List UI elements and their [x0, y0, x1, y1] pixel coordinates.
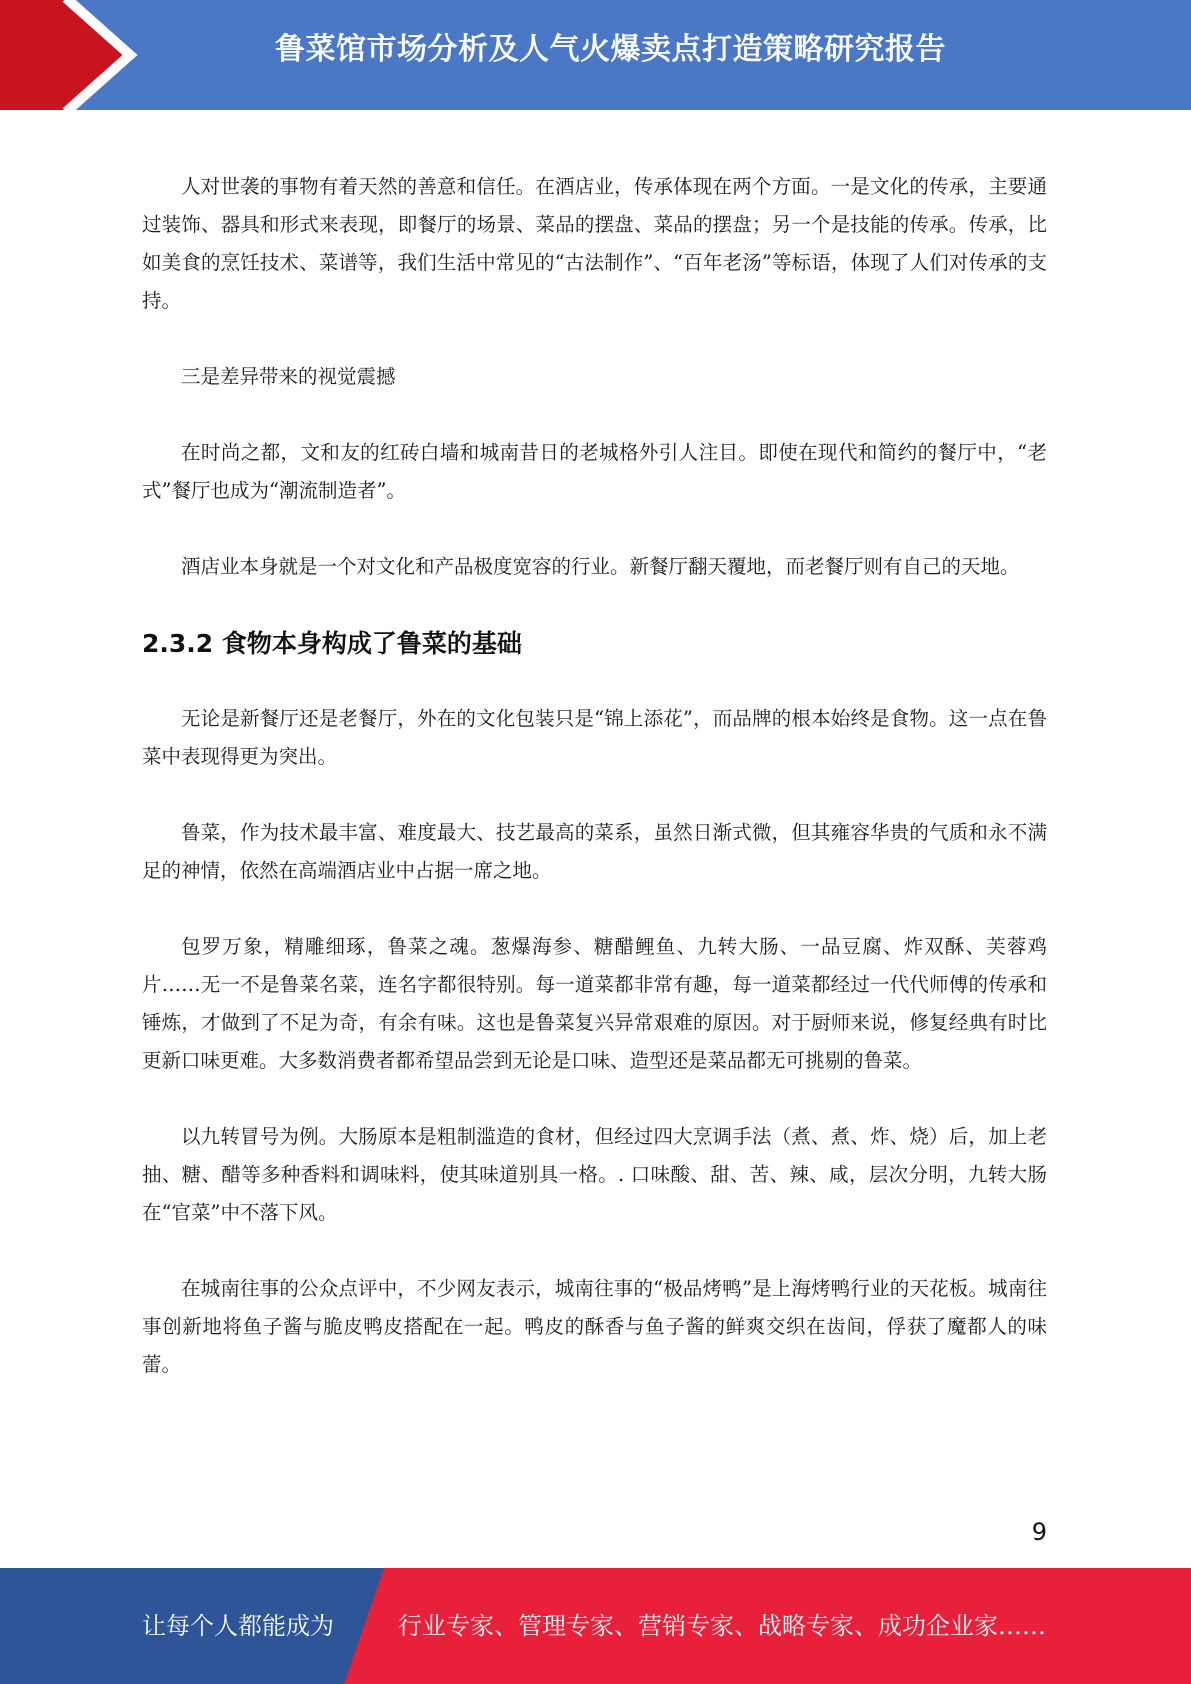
document-body — [142, 168, 1047, 1422]
footer-slogan-right: 行业专家、管理专家、营销专家、战略专家、成功企业家…… — [398, 1612, 1046, 1640]
paragraph-lu-cuisine-status: 鲁菜，作为技术最丰富、难度最大、技艺最高的菜系，虽然日渐式微，但其雍容华贵的气质和永不满足的神情，依然在高端酒店业中占据一席之地。 — [142, 821, 1047, 882]
paragraph-visual-impact-subtitle: 三是差异带来的视觉震撼 — [181, 365, 396, 388]
footer-slogan-left: 让每个人都能成为 — [142, 1612, 334, 1640]
paragraph-inheritance: 人对世袭的事物有着天然的善意和信任。在酒店业，传承体现在两个方面。一是文化的传承，主要通过装饰、器具和形式来表现，即餐厅的场景、菜品的摆盘、菜品的摆盘；另一个是技能的传承。传承，比如美食的烹饪技术、菜谱等，我们生活中常见的“古法制作”、“百年老汤”等标语，体现了人们对传承的支持。 — [142, 175, 1047, 312]
paragraph-hospitality-tolerance: 酒店业本身就是一个对文化和产品极度宽容的行业。新餐厅翻天覆地，而老餐厅则有自己的天地。 — [181, 555, 1020, 578]
paragraph-food-foundation: 无论是新餐厅还是老餐厅，外在的文化包装只是“锦上添花”，而品牌的根本始终是食物。这一点在鲁菜中表现得更为突出。 — [142, 707, 1047, 768]
page-footer — [0, 1568, 1191, 1684]
paragraph-roast-duck: 在城南往事的公众点评中，不少网友表示，城南往事的“极品烤鸭”是上海烤鸭行业的天花板。城南往事创新地将鱼子酱与脆皮鸭皮搭配在一起。鸭皮的酥香与鱼子酱的鲜爽交织在齿间，俘获了魔都人的味蕾。 — [142, 1277, 1047, 1376]
page-header — [0, 0, 1191, 110]
page-number: 9 — [1031, 1518, 1047, 1546]
paragraph-famous-dishes: 包罗万象，精雕细琢，鲁菜之魂。葱爆海参、糖醋鲤鱼、九转大肠、一品豆腐、炸双酥、芙蓉鸡片……无一不是鲁菜名菜，连名字都很特别。每一道菜都非常有趣，每一道菜都经过一代代师傅的传承和锤炼，才做到了不足为奇，有余有味。这也是鲁菜复兴异常艰难的原因。对于厨师来说，修复经典有时比更新口味更难。大多数消费者都希望品尝到无论是口味、造型还是菜品都无可挑剔的鲁菜。 — [142, 935, 1047, 1072]
chevron-red-shape — [0, 0, 128, 110]
report-title: 鲁菜馆市场分析及人气火爆卖点打造策略研究报告 — [275, 32, 946, 67]
paragraph-fashion-capital: 在时尚之都，文和友的红砖白墙和城南昔日的老城格外引人注目。即使在现代和简约的餐厅中，“老式”餐厅也成为“潮流制造者”。 — [142, 441, 1047, 502]
section-heading: 2.3.2 食物本身构成了鲁菜的基础 — [142, 629, 522, 658]
chevron-arrow-icon — [0, 0, 150, 110]
paragraph-nine-turn-intestine: 以九转冒号为例。大肠原本是粗制滥造的食材，但经过四大烹调手法（煮、煮、炸、烧）后，加上老抽、糖、醋等多种香料和调味料，使其味道别具一格。. 口味酸、甜、苦、辣、咸，层次分明，九转大肠在“官菜”中不落下风。 — [142, 1125, 1047, 1224]
